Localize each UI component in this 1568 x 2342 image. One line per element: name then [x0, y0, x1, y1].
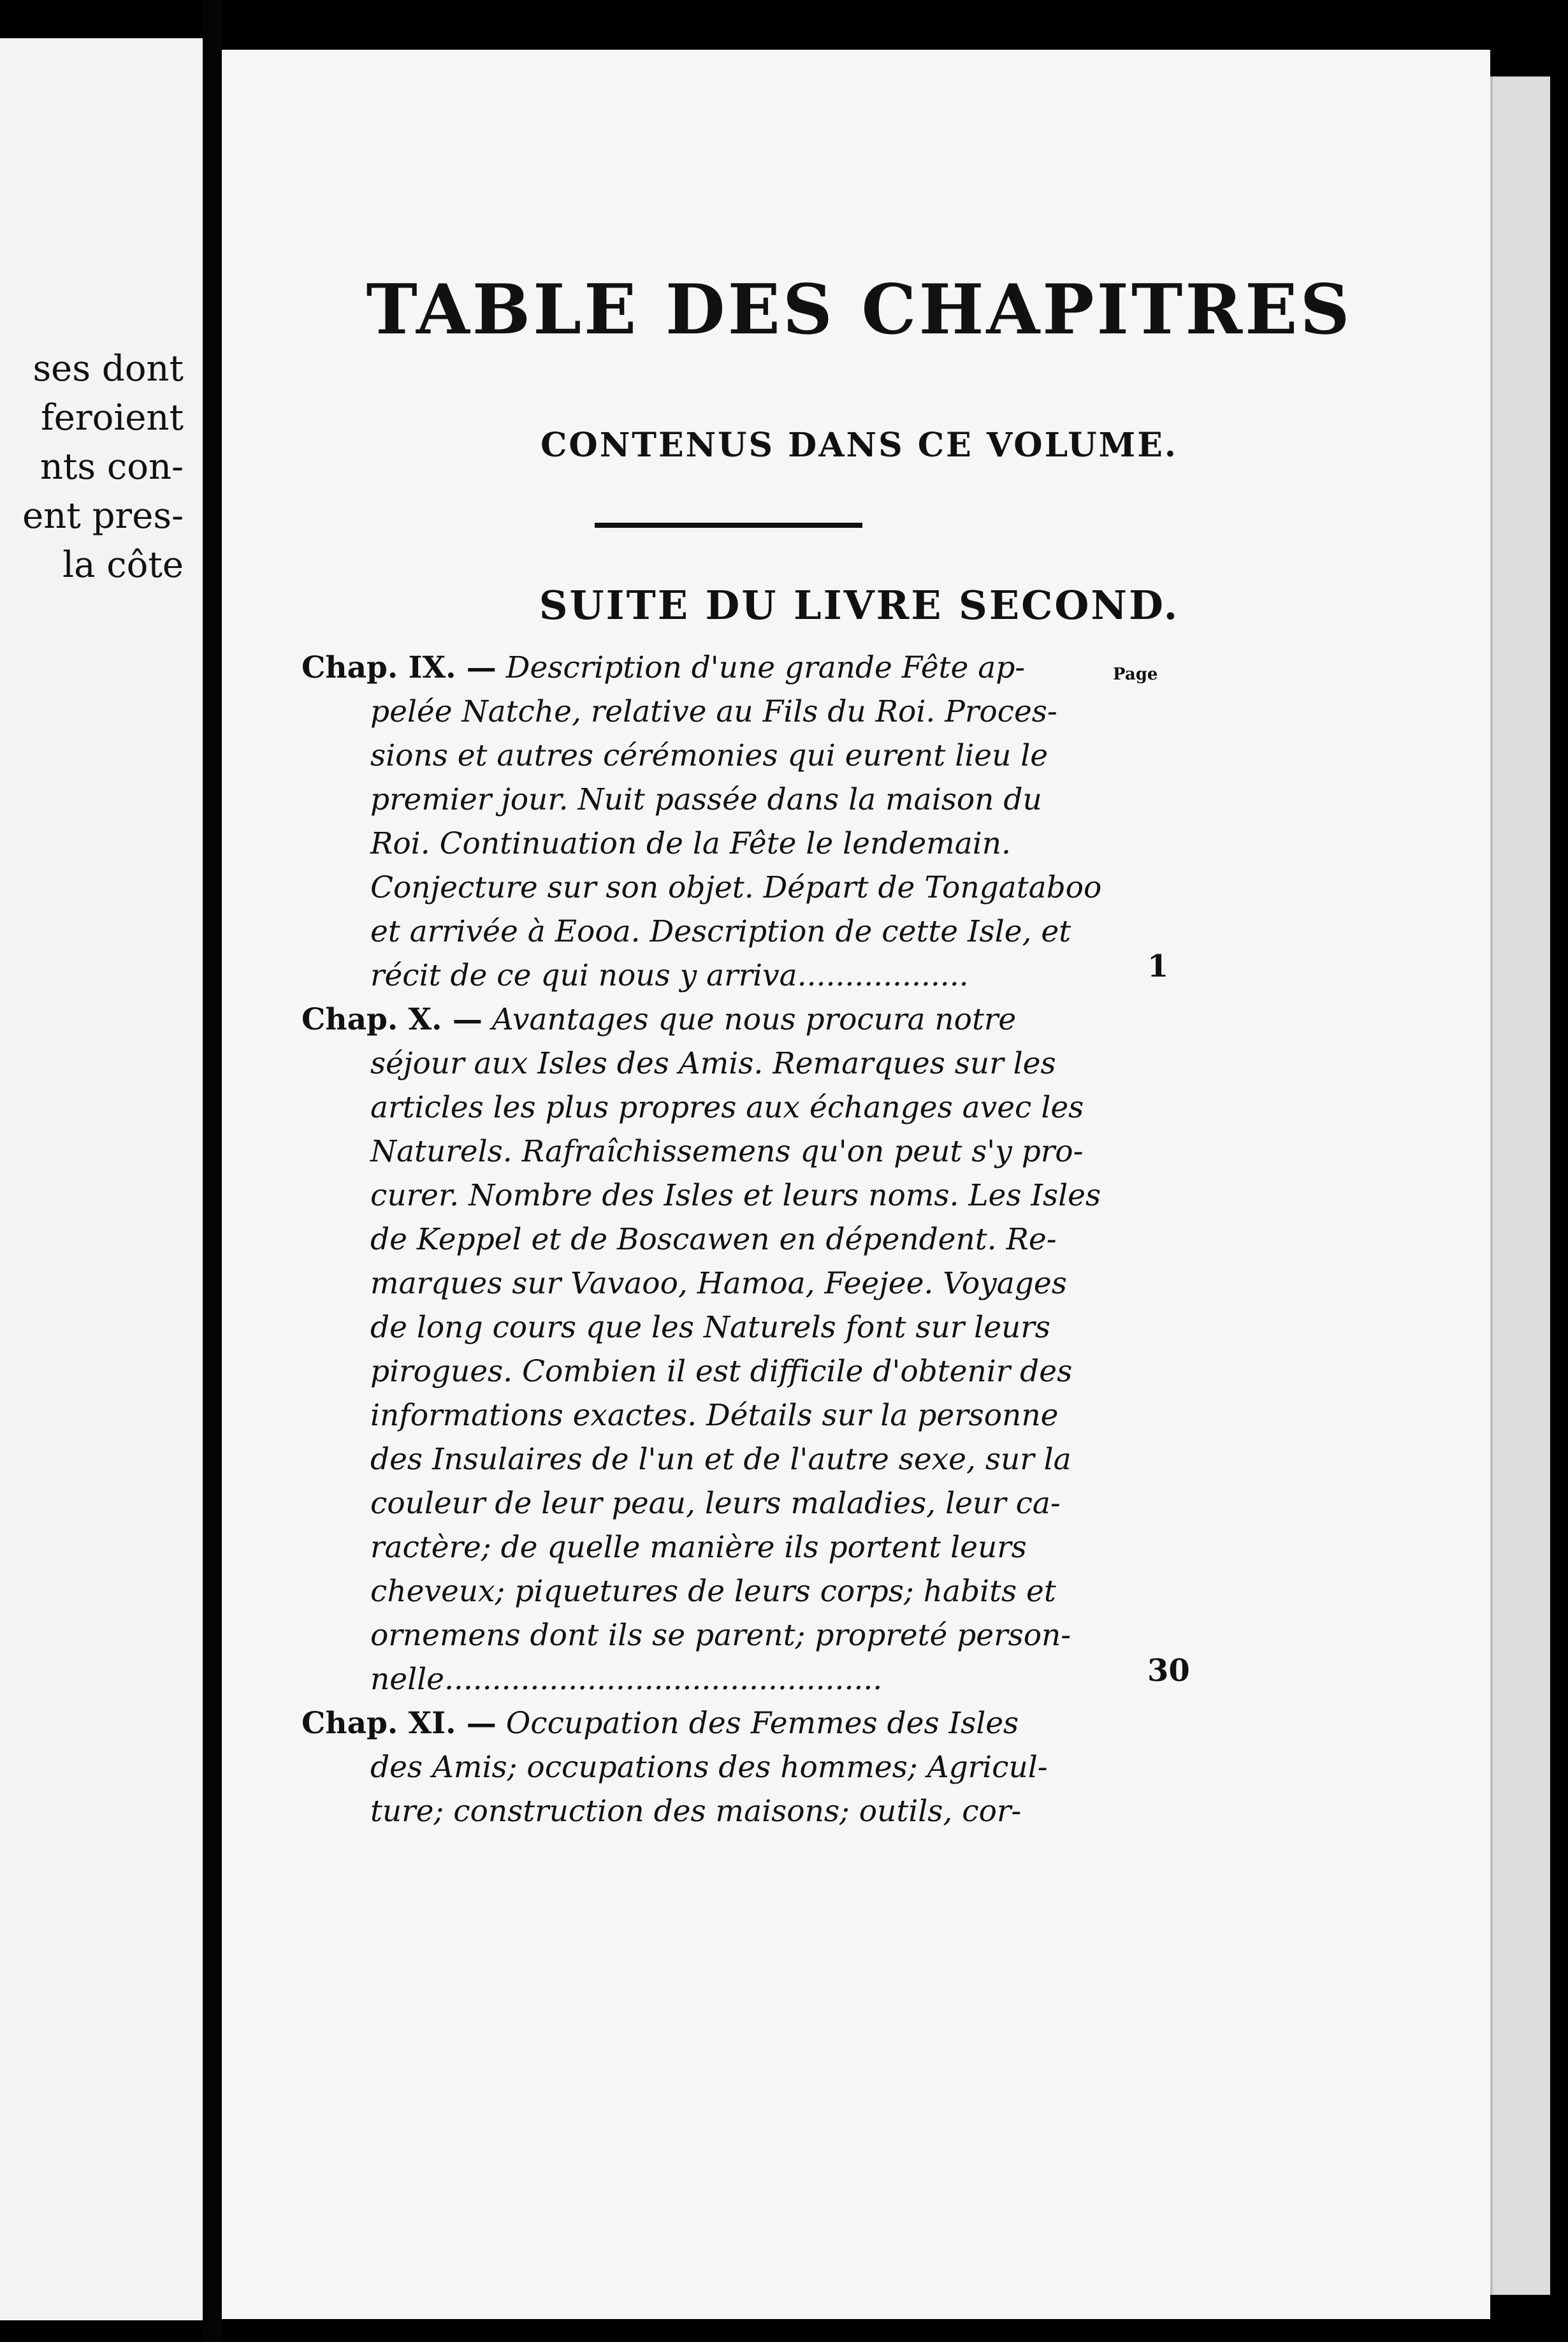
chapter-entry-xi — [301, 1701, 1309, 1833]
chapter-line: sions et autres cérémonies qui eurent lieu le — [370, 738, 1049, 773]
page-title: TABLE DES CHAPITRES — [366, 270, 1353, 350]
previous-page-line: nts con- — [40, 446, 184, 488]
chapter-line: Avantages que nous procura notre — [491, 1002, 1017, 1037]
chapter-line: cheveux; piquetures de leurs corps; habits et — [370, 1574, 1056, 1609]
chapter-line: Conjecture sur son objet. Départ de Tongataboo — [370, 870, 1102, 905]
chapter-line: Naturels. Rafraîchissemens qu'on peut s'y pro- — [370, 1134, 1084, 1169]
chapter-line-with-leader: récit de ce qui nous y arriva.................. — [370, 958, 969, 993]
previous-page-line: ent pres- — [22, 495, 184, 537]
chapter-entry-x — [301, 998, 1309, 1701]
chapter-line: séjour aux Isles des Amis. Remarques sur les — [370, 1046, 1056, 1081]
section-heading: SUITE DU LIVRE SECOND. — [539, 582, 1180, 629]
chapter-line-with-leader: nelle.............................................. — [370, 1662, 883, 1697]
previous-page-text — [22, 344, 184, 590]
page-subtitle: CONTENUS DANS CE VOLUME. — [541, 426, 1178, 465]
chapter-entry-ix — [301, 646, 1309, 998]
chapter-line: premier jour. Nuit passée dans la maison du — [370, 782, 1042, 817]
previous-page-fragment — [0, 38, 203, 2320]
chapter-line: et arrivée à Eooa. Description de cette Isle, et — [370, 914, 1071, 949]
page-column-label: Page — [1113, 665, 1158, 684]
chapter-line: pirogues. Combien il est difficile d'obtenir des — [370, 1354, 1073, 1389]
chapter-line: pelée Natche, relative au Fils du Roi. Proces- — [370, 694, 1057, 729]
chapter-line: des Insulaires de l'un et de l'autre sexe, sur la — [370, 1442, 1071, 1477]
chapter-line: Occupation des Femmes des Isles — [505, 1706, 1019, 1741]
document-page — [222, 50, 1490, 2319]
chapter-label: Chap. XI. — — [301, 1706, 497, 1741]
chapter-line: articles les plus propres aux échanges avec les — [370, 1090, 1084, 1125]
chapter-line: des Amis; occupations des hommes; Agricul- — [370, 1750, 1048, 1785]
chapter-label: Chap. X. — — [301, 1002, 483, 1037]
previous-page-line: la côte — [62, 544, 184, 586]
chapter-line: ornemens dont ils se parent; propreté person- — [370, 1618, 1071, 1653]
book-gutter — [203, 0, 222, 2342]
chapter-line: de long cours que les Naturels font sur leurs — [370, 1310, 1050, 1345]
page-number: 1 — [1147, 949, 1169, 984]
chapter-line: ractère; de quelle manière ils portent leurs — [370, 1530, 1027, 1565]
chapter-line: ture; construction des maisons; outils, cor- — [370, 1794, 1022, 1829]
chapter-line: Roi. Continuation de la Fête le lendemain. — [370, 826, 1011, 861]
chapter-line: informations exactes. Détails sur la personne — [370, 1398, 1059, 1433]
chapter-line: marques sur Vavaoo, Hamoa, Feejee. Voyages — [370, 1266, 1067, 1301]
previous-page-line: ses dont — [33, 348, 184, 389]
chapter-line: Description d'une grande Fête ap- — [505, 650, 1026, 685]
previous-page-line: feroient — [41, 397, 184, 439]
chapter-line: couleur de leur peau, leurs maladies, leur ca- — [370, 1486, 1061, 1521]
title-divider — [595, 523, 862, 528]
chapter-line: curer. Nombre des Isles et leurs noms. Les Isles — [370, 1178, 1101, 1213]
page-edge — [1490, 76, 1550, 2295]
chapter-label: Chap. IX. — — [301, 650, 497, 685]
page-number: 30 — [1147, 1653, 1190, 1689]
chapter-line: de Keppel et de Boscawen en dépendent. Re- — [370, 1222, 1057, 1257]
